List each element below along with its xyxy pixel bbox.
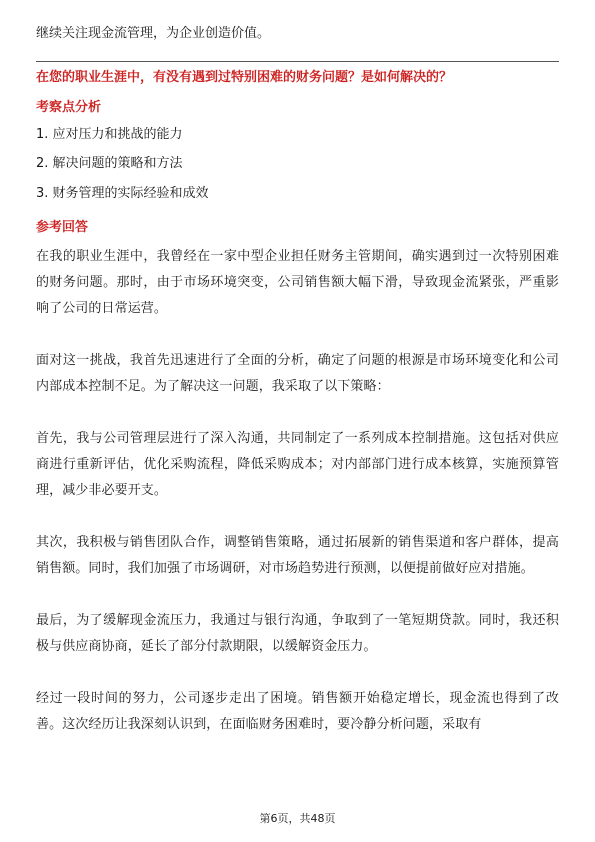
answer-paragraph: 首先，我与公司管理层进行了深入沟通，共同制定了一系列成本控制措施。这包括对供应商进行重新评估，优化采购流程，降低采购成本；对内部部门进行成本核算，实施预算管理，减少非必要开支。 <box>36 431 559 498</box>
answer-title: 参考回答 <box>36 220 89 235</box>
document-page <box>36 0 559 842</box>
analysis-point: 3. 财务管理的实际经验和成效 <box>36 186 209 201</box>
answer-paragraph: 最后，为了缓解现金流压力，我通过与银行沟通，争取到了一笔短期贷款。同时，我还积极与供应商协商，延长了部分付款期限，以缓解资金压力。 <box>36 613 559 654</box>
analysis-title: 考察点分析 <box>36 100 102 115</box>
intro-text: 继续关注现金流管理，为企业创造价值。 <box>36 26 271 41</box>
answer-paragraph: 经过一段时间的努力，公司逐步走出了困境。销售额开始稳定增长，现金流也得到了改善。这次经历让我深刻认识到，在面临财务困难时，要冷静分析问题，采取有 <box>36 691 559 732</box>
answer-paragraph: 在我的职业生涯中，我曾经在一家中型企业担任财务主管期间，确实遇到过一次特别困难的财务问题。那时，由于市场环境突变，公司销售额大幅下滑，导致现金流紧张，严重影响了公司的日常运营。 <box>36 249 559 316</box>
page-footer: 第6页，共48页 <box>259 812 336 825</box>
answer-paragraph: 面对这一挑战，我首先迅速进行了全面的分析，确定了问题的根源是市场环境变化和公司内部成本控制不足。为了解决这一问题，我采取了以下策略： <box>36 353 559 394</box>
question-heading: 在您的职业生涯中，有没有遇到过特别困难的财务问题？是如何解决的？ <box>36 70 453 85</box>
analysis-point: 2. 解决问题的策略和方法 <box>36 156 183 171</box>
answer-body <box>36 244 559 764</box>
analysis-point: 1. 应对压力和挑战的能力 <box>36 127 183 142</box>
answer-paragraph: 其次，我积极与销售团队合作，调整销售策略，通过拓展新的销售渠道和客户群体，提高销售额。同时，我们加强了市场调研，对市场趋势进行预测，以便提前做好应对措施。 <box>36 535 559 576</box>
section-divider <box>36 61 559 62</box>
